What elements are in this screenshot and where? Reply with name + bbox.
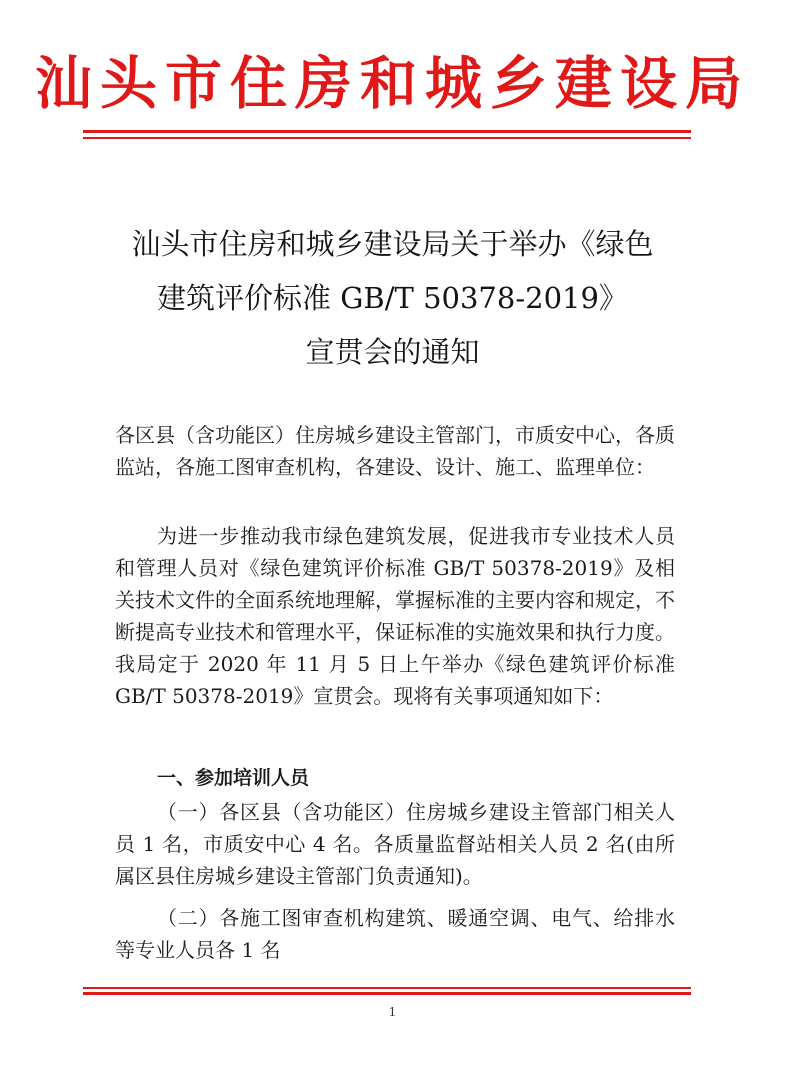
page-number: 1 — [388, 1005, 397, 1019]
letterhead-rule-thin — [83, 137, 691, 139]
document-title-line-2: 建筑评价标准 GB/T 50378-2019》 — [157, 281, 628, 315]
participants-item-1: （一）各区县（含功能区）住房城乡建设主管部门相关人员 1 名，市质安中心 4 名。各质量监督站相关人员 2 名(由所属区县住房城乡建设主管部门负责通知)。 — [115, 800, 675, 888]
section-heading-participants: 一、参加培训人员 — [157, 767, 310, 789]
footer-rule-thick — [83, 992, 691, 995]
participants-item-2: （二）各施工图审查机构建筑、暖通空调、电气、给排水等专业人员各 1 名 — [115, 906, 675, 962]
document-title-line-3: 宣贯会的通知 — [305, 335, 480, 369]
footer-rule-thin — [83, 987, 691, 989]
letterhead-title: 汕头市住房和城乡建设局 — [35, 50, 750, 117]
document-title-line-1: 汕头市住房和城乡建设局关于举办《绿色 — [131, 227, 654, 261]
addressee-paragraph: 各区县（含功能区）住房城乡建设主管部门，市质安中心，各质监站，各施工图审查机构，各建设、设计、施工、监理单位： — [115, 423, 675, 479]
letterhead-rule-thick — [83, 130, 691, 133]
intro-paragraph: 为进一步推动我市绿色建筑发展，促进我市专业技术人员和管理人员对《绿色建筑评价标准 GB/T 50378-2019》及相关技术文件的全面系统地理解，掌握标准的主要内容和规定，不断提高专业技术和管理水平，保证标准的实施效果和执行力度。我局定于 2020 年 11 月 5 日上午举办《绿色建筑评价标准 GB/T 50378-2019》宣贯会。现将有关事项通知如下： — [115, 524, 675, 708]
